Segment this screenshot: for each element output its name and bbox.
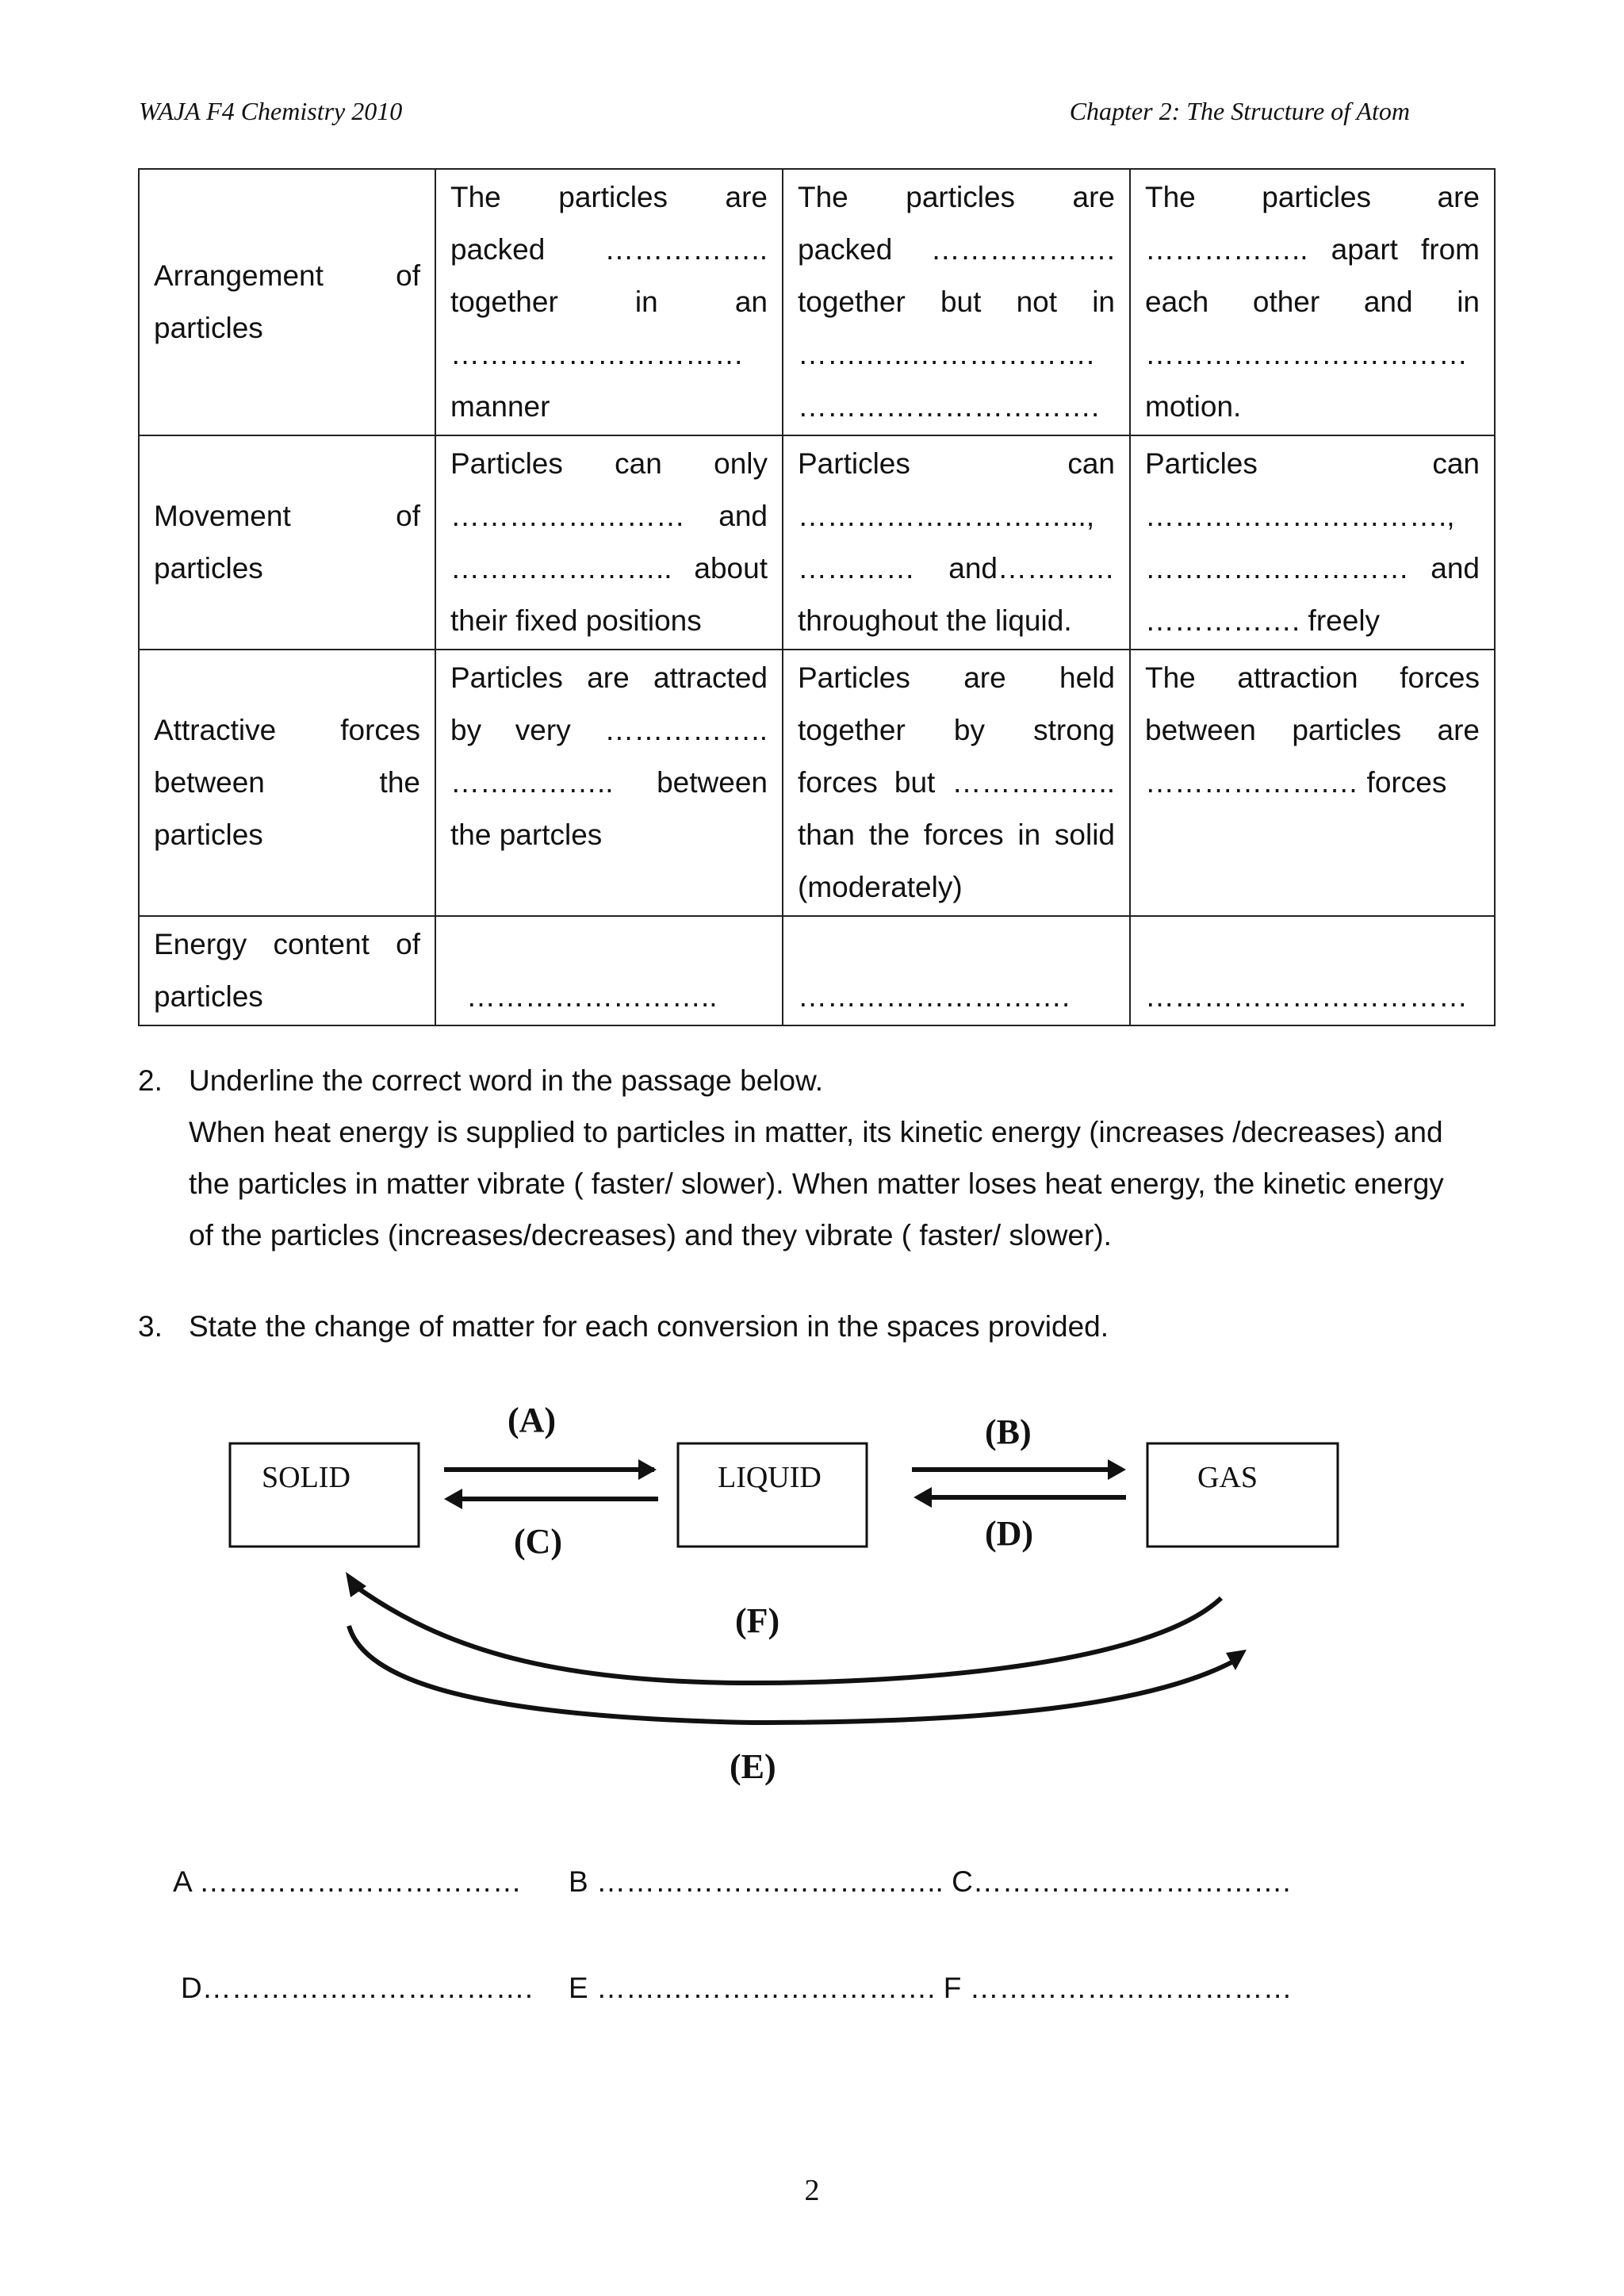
solid-cell-line: together in an [450, 286, 768, 318]
question-2-line: When heat energy is supplied to particles in matter, its kinetic energy (increases /decreases) and [189, 1116, 1443, 1148]
liquid-cell-line: packed ………………. [798, 233, 1115, 266]
answer-a: A …………………………… [173, 1865, 522, 1898]
liquid-cell-line: ………… and………… [798, 552, 1115, 585]
gas-cell-line: motion. [1145, 390, 1242, 423]
solid-cell-line: …………………… and [450, 500, 768, 532]
gas-cell-line: …………….. apart from [1145, 233, 1480, 266]
gas-cell-line: ……………….… forces [1145, 766, 1447, 799]
gas-cell-line: ……………………… and [1145, 552, 1480, 585]
liquid-cell-line: Particles can [798, 447, 1115, 480]
gas-cell-line: each other and in [1145, 286, 1480, 318]
page-number: 2 [804, 2174, 820, 2207]
gas-cell-line: The particles are [1145, 181, 1480, 213]
curve-e-head [1226, 1650, 1247, 1670]
row-label: Arrangement of particles [154, 259, 420, 344]
gas-cell-line: The attraction forces [1145, 661, 1480, 694]
liquid-cell-line: ………………………..., [798, 500, 1095, 532]
question-3-title: State the change of matter for each conversion in the spaces provided. [189, 1310, 1109, 1343]
row-label: Movement of particles [154, 500, 420, 585]
arrow-a-head [638, 1459, 657, 1480]
solid-cell-line: their fixed positions [450, 604, 702, 637]
liquid-cell-line: forces but …………….. [798, 766, 1115, 799]
gas-box [1147, 1443, 1338, 1547]
arrow-c-head [444, 1489, 462, 1509]
solid-box-label: SOLID [262, 1461, 350, 1494]
liquid-cell-line: …………………………. [798, 390, 1100, 423]
curve-f [355, 1586, 1221, 1683]
header-right: Chapter 2: The Structure of Atom [1069, 97, 1410, 125]
liquid-cell-line: throughout the liquid. [798, 604, 1072, 637]
liquid-cell-line: Particles are held [798, 661, 1115, 694]
solid-cell-line: by very …………….. [450, 714, 768, 746]
solid-cell-line: ………………………… [450, 338, 744, 370]
solid-cell-line: manner [450, 390, 550, 423]
label-b: (B) [985, 1412, 1032, 1451]
question-2-line: the particles in matter vibrate ( faster/ slower). When matter loses heat energy, the kinetic energy [189, 1167, 1444, 1200]
liquid-cell-line: …….…..………………. [798, 338, 1095, 370]
question-2-number: 2. [138, 1064, 163, 1097]
gas-cell-line: between particles are [1145, 714, 1480, 746]
liquid-cell-line: than the forces in solid [798, 818, 1115, 851]
label-d: (D) [985, 1514, 1034, 1553]
solid-cell-line: …………….. between [450, 766, 768, 799]
liquid-box-label: LIQUID [718, 1461, 822, 1494]
liquid-box [678, 1443, 867, 1547]
solid-cell-line: Particles can only [450, 447, 768, 480]
solid-cell-line: The particles are [450, 181, 768, 213]
gas-box-label: GAS [1197, 1461, 1258, 1494]
solid-cell-line: …………………….. [466, 980, 718, 1013]
liquid-cell-line: together by strong [798, 714, 1115, 746]
header-left: WAJA F4 Chemistry 2010 [139, 97, 403, 125]
solid-cell-line: Particles are attracted [450, 661, 768, 694]
liquid-cell-line: ………………………. [798, 980, 1071, 1013]
solid-cell-line: packed …………….. [450, 233, 768, 266]
label-c: (C) [514, 1522, 563, 1561]
solid-cell-line: ………………….. about [450, 552, 768, 585]
gas-cell-line: ……………. freely [1145, 604, 1381, 637]
row-label: Attractive forces between the particles [154, 714, 420, 851]
answer-e-f: E …….………………………. F …………………………… [569, 1972, 1293, 2004]
answer-b-c: B ……………….…………….. C……………..……………. [569, 1865, 1291, 1898]
gas-cell-line: …………………………… [1145, 338, 1468, 370]
gas-cell-line: …………………………., [1145, 500, 1455, 532]
gas-cell-line: Particles can [1145, 447, 1480, 480]
question-3-number: 3. [138, 1310, 163, 1343]
row-label: Energy content of particles [154, 928, 420, 1013]
arrow-d-head [914, 1487, 932, 1508]
label-f: (F) [735, 1601, 780, 1640]
arrow-b-head [1108, 1459, 1126, 1480]
liquid-cell-line: The particles are [798, 181, 1115, 213]
label-e: (E) [730, 1747, 776, 1786]
solid-cell-line: the partcles [450, 818, 603, 851]
curve-e [349, 1626, 1233, 1723]
answer-d: D……………………………. [181, 1972, 533, 2004]
label-a: (A) [508, 1401, 557, 1439]
gas-cell-line: …………………………… [1145, 980, 1468, 1013]
liquid-cell-line: (moderately) [798, 871, 963, 903]
question-2-title: Underline the correct word in the passage below. [189, 1064, 824, 1097]
solid-box [230, 1443, 419, 1547]
liquid-cell-line: together but not in [798, 286, 1115, 318]
question-2-line: of the particles (increases/decreases) and they vibrate ( faster/ slower). [189, 1219, 1112, 1251]
